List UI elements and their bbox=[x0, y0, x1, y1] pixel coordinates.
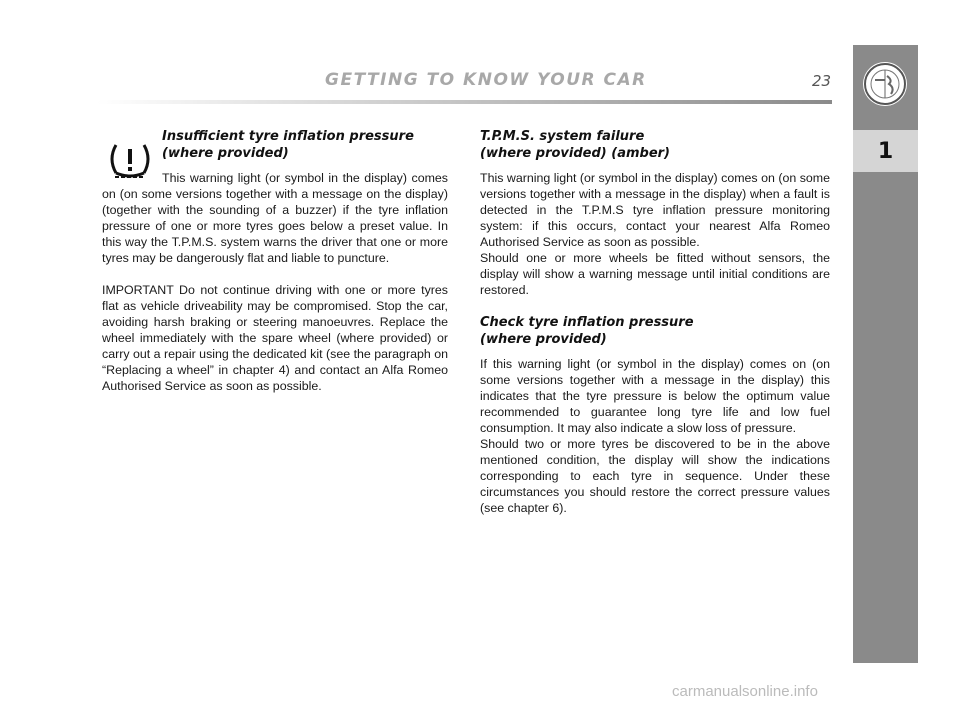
heading-check-pressure: Check tyre inflation pressure bbox=[480, 315, 694, 330]
chapter-number: 1 bbox=[853, 130, 918, 172]
paragraph-important: IMPORTANT Do not continue driving with one or more tyres flat as vehicle driveability may be compromised. Stop the car, avoiding harsh braking or steering manoeuvres. Replace the wheel immediately with the spare wheel (where provided) or carry out a repair using the dedicated kit (see the paragraph on “Replacing a wheel” in chapter 4) and contact an Alfa Romeo Authorised Service as soon as possible. bbox=[102, 283, 448, 393]
paragraph-insufficient-pressure: This warning light (or symbol in the display) comes on (on some versions together with a message on the display) (together with the sounding of a buzzer) if the tyre inflation pressure of one or more tyres goes below a preset value. In this way the T.P.M.S. system warns the driver that one or more tyres may be dangerously flat and liable to puncture. bbox=[102, 171, 448, 265]
paragraph-multiple-tyres: Should two or more tyres be discovered to be in the above mentioned condition, the display will show the indications corresponding to each tyre in sequence. Under these circumstances you should restore the correct pressure values (see chapter 6). bbox=[480, 437, 830, 515]
right-column bbox=[480, 128, 830, 516]
paragraph-check-pressure: If this warning light (or symbol in the display) comes on (on some versions together with a message in the display) this indicates that the tyre pressure is below the optimum value recommended to guarantee long tyre life and low fuel consumption. It may also indicate a slow loss of pressure. bbox=[480, 357, 830, 435]
heading-insufficient-pressure: Insufficient tyre inflation pressure bbox=[162, 129, 414, 144]
paragraph-tpms-failure: This warning light (or symbol in the display) comes on (on some versions together with a message in the display) when a fault is detected in the T.P.M.S tyre inflation pressure monitoring system: if this occurs, contact your nearest Alfa Romeo Authorised Service as soon as possible. bbox=[480, 171, 830, 249]
paragraph-tpms-sensors: Should one or more wheels be fitted without sensors, the display will show a warning message until initial conditions are restored. bbox=[480, 251, 830, 297]
heading-tpms-failure-sub: (where provided) (amber) bbox=[480, 146, 670, 161]
heading-check-pressure-sub: (where provided) bbox=[480, 332, 607, 347]
heading-tpms-failure: T.P.M.S. system failure bbox=[480, 129, 645, 144]
header-rule bbox=[97, 100, 832, 104]
page-number: 23 bbox=[812, 72, 832, 90]
heading-insufficient-pressure-sub: (where provided) bbox=[162, 146, 289, 161]
alfa-romeo-logo-icon bbox=[863, 62, 907, 106]
left-column bbox=[102, 128, 448, 394]
site-watermark: carmanualsonline.info bbox=[672, 683, 818, 700]
running-header-title: GETTING TO KNOW YOUR CAR bbox=[325, 70, 647, 90]
